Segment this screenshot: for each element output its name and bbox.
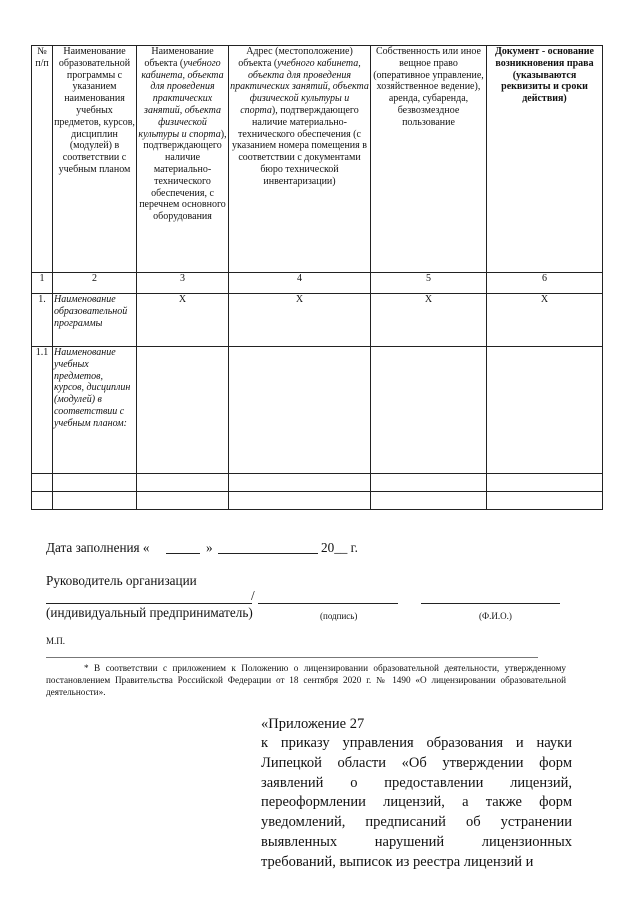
name-field[interactable]: [421, 603, 560, 604]
table-row: [32, 492, 603, 510]
header-object: Наименование объекта (учебного кабинета, объекта для проведения практических занятий, объекта физической культуры и спорта), подтверждающего наличие материально-технического обеспечения, с перечнем основного оборудования: [137, 46, 229, 273]
stamp-label: М.П.: [46, 636, 66, 646]
column-number: 4: [229, 273, 371, 294]
column-number: 1: [32, 273, 53, 294]
table-row: [32, 294, 603, 347]
date-label: Дата заполнения «: [46, 540, 150, 555]
table-cell[interactable]: [229, 347, 371, 474]
header-ownership: Собственность или иное вещное право (оперативное управление, хозяйственное ведение), аренда, субаренда, безвозмездное пользование: [371, 46, 487, 273]
name-caption: (Ф.И.О.): [479, 611, 512, 621]
table-cell[interactable]: [53, 474, 137, 492]
licensing-table: [31, 45, 603, 510]
x-mark: X: [371, 294, 487, 347]
slash: /: [251, 588, 255, 603]
column-number: 2: [53, 273, 137, 294]
table-cell[interactable]: [229, 474, 371, 492]
table-cell[interactable]: [487, 347, 603, 474]
ip-label: (индивидуальный предприниматель): [46, 605, 253, 620]
header-address: Адрес (местоположение) объекта (учебного кабинета, объекта для проведения практических занятий, объекта физической культуры и спорта), подтверждающего наличие материально-технического обеспечения (с указанием номера помещения в соответствии с документами бюро технической инвентаризации): [229, 46, 371, 273]
table-cell[interactable]: [487, 474, 603, 492]
x-mark: X: [229, 294, 371, 347]
date-day-field[interactable]: [166, 553, 200, 554]
column-number: 6: [487, 273, 603, 294]
table-cell[interactable]: [137, 492, 229, 510]
table-cell[interactable]: [137, 347, 229, 474]
column-number-row: [32, 273, 603, 294]
row-number[interactable]: [32, 474, 53, 492]
column-number: 3: [137, 273, 229, 294]
table-cell[interactable]: [371, 492, 487, 510]
header-document: Документ - основание возникновения права (указываются реквизиты и сроки действия): [487, 46, 603, 273]
row-number: 1.1: [32, 347, 53, 474]
table-cell[interactable]: [53, 492, 137, 510]
table-cell[interactable]: [371, 347, 487, 474]
table-cell[interactable]: [229, 492, 371, 510]
signature-field[interactable]: [258, 603, 398, 604]
program-name-cell: Наименование образовательной программы: [53, 294, 137, 347]
footnote-divider: [46, 657, 538, 658]
table-cell[interactable]: [137, 474, 229, 492]
position-field[interactable]: [46, 603, 252, 604]
table-cell[interactable]: [487, 492, 603, 510]
footnote: * В соответствии с приложением к Положению о лицензировании образовательной деятельности, утвержденному постановлением Правительства Российской Федерации от 18 сентября 2020 г. № 1490 «О лицензировании образовательной деятельности».: [46, 663, 566, 697]
row-number[interactable]: [32, 492, 53, 510]
appendix-text: к приказу управления образования и науки Липецкой области «Об утверждении форм заявлений о предоставлении лицензий, переоформлении лицензий, а также форм уведомлений, предписаний об устранении выявленных нарушений лицензионных требований, выписок из реестра лицензий и: [261, 735, 572, 870]
header-program: Наименование образовательной программы с указанием наименования учебных предметов, курсов, дисциплин (модулей) в соответствии с учебным планом: [53, 46, 137, 273]
table-cell[interactable]: [371, 474, 487, 492]
row-number: 1.: [32, 294, 53, 347]
header-number: № п/п: [32, 46, 53, 273]
appendix-title: «Приложение 27: [261, 716, 365, 732]
column-number: 5: [371, 273, 487, 294]
subjects-name-cell: Наименование учебных предметов, курсов, дисциплин (модулей) в соответствии с учебным планом:: [53, 347, 137, 474]
date-year: 20__ г.: [321, 540, 358, 555]
x-mark: X: [137, 294, 229, 347]
date-quote: »: [206, 540, 213, 555]
signature-caption: (подпись): [320, 611, 358, 621]
date-month-field[interactable]: [218, 553, 318, 554]
table-header-row: [32, 46, 603, 273]
x-mark: X: [487, 294, 603, 347]
table-row: [32, 347, 603, 474]
head-label: Руководитель организации: [46, 573, 197, 588]
table-row: [32, 474, 603, 492]
